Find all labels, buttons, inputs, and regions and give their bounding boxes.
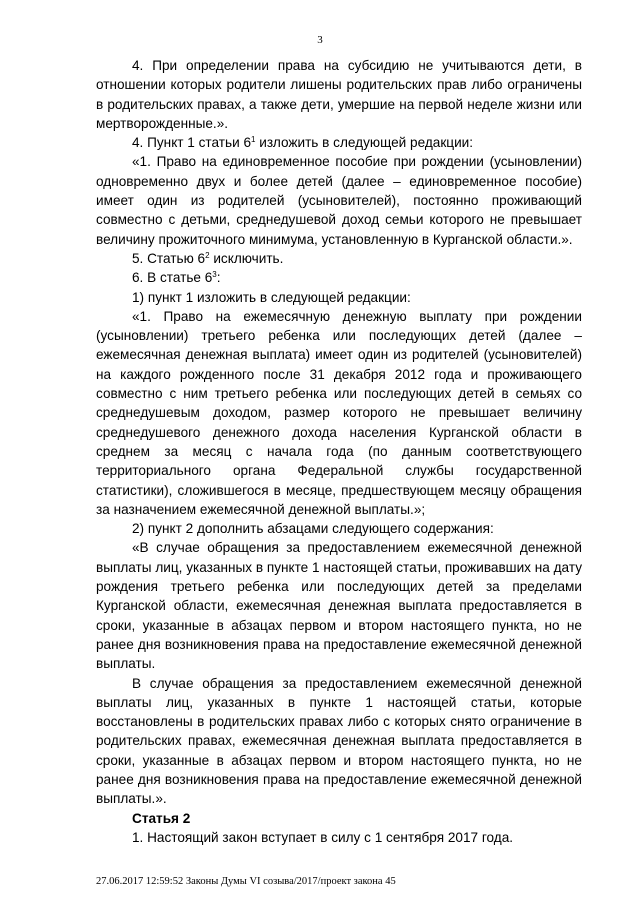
paragraph-amend-article-6-1 <box>96 133 582 152</box>
text: исключить. <box>209 250 284 266</box>
paragraph-item-2-intro: 2) пункт 2 дополнить абзацами следующего содержания: <box>132 521 494 537</box>
superscript: 3 <box>212 270 217 280</box>
page-number: 3 <box>317 34 323 46</box>
superscript: 1 <box>251 135 256 145</box>
paragraph-outside-region: «В случае обращения за предоставлением ежемесячной денежной выплаты лиц, указанных в пункте 1 настоящей статьи, проживавших на дату рождения третьего ребенка или последующих детей за пределами Курганской области, ежемесячная денежная выплата предоставляется в сроки, указанные в абзацах первом и втором настоящего пункта, но не ранее дня возникновения права на предоставление ежемесячной денежной выплаты. <box>96 540 582 672</box>
paragraph-article-6-3 <box>96 268 582 287</box>
paragraph-monthly-payment-right: «1. Право на ежемесячную денежную выплату при рождении (усыновлении) третьего ребенка или последующих детей (далее – ежемесячная денежная выплата) имеет один из родителей (усыновителей) на каждого рожденного после 31 декабря 2012 года и проживающего совместно с ним третьего ребенка или последующих детей в семьях со среднедушевым доходом, размер которого не превышает величину среднедушевого денежного дохода населения Курганской области в среднем за месяц с начала года (по данным соответствующего территориального органа Федеральной службы государственной статистики), сложившегося в месяце, предшествующем месяцу обращения за назначением ежемесячной денежной выплаты.»; <box>96 308 582 517</box>
article-heading: Статья 2 <box>132 810 191 826</box>
paragraph-entry-into-force: 1. Настоящий закон вступает в силу с 1 сентября 2017 года. <box>132 829 514 845</box>
paragraph-subsidy-exclusion: 4. При определении права на субсидию не учитываются дети, в отношении которых родители лишены родительских прав либо ограничены в родительских правах, а также дети, умершие на первой неделе жизни или мертворожденные.». <box>96 58 582 131</box>
text: 4. Пункт 1 статьи 6 <box>132 135 251 151</box>
text: изложить в следующей редакции: <box>255 135 474 151</box>
paragraph-delete-article-6-2 <box>96 249 582 268</box>
document-footer: 27.06.2017 12:59:52 Законы Думы VI созыва/2017/проект закона 45 <box>96 876 396 887</box>
paragraph-restored-rights: В случае обращения за предоставлением ежемесячной денежной выплаты лиц, указанных в пункте 1 настоящей статьи, которые восстановлены в родительских правах либо с которых снято ограничение в родительских правах, ежемесячная денежная выплата предоставляется в сроки, указанные в абзацах первом и втором настоящего пункта, но не ранее дня возникновения права на предоставление ежемесячной денежной выплаты.». <box>96 675 582 807</box>
text: : <box>216 270 221 286</box>
paragraph-item-1-intro: 1) пункт 1 изложить в следующей редакции: <box>132 289 411 305</box>
document-body <box>96 56 582 847</box>
superscript: 2 <box>205 250 210 260</box>
text: 5. Статью 6 <box>132 250 206 266</box>
paragraph-lump-sum-benefit: «1. Право на единовременное пособие при рождении (усыновлении) одновременно двух и более детей (далее – единовременное пособие) имеет один из родителей (усыновителей), постоянно проживающий совместно с детьми, среднедушевой доход семьи которого не превышает величину прожиточного минимума, установленную в Курганской области.». <box>96 154 582 247</box>
text: 6. В статье 6 <box>132 270 213 286</box>
